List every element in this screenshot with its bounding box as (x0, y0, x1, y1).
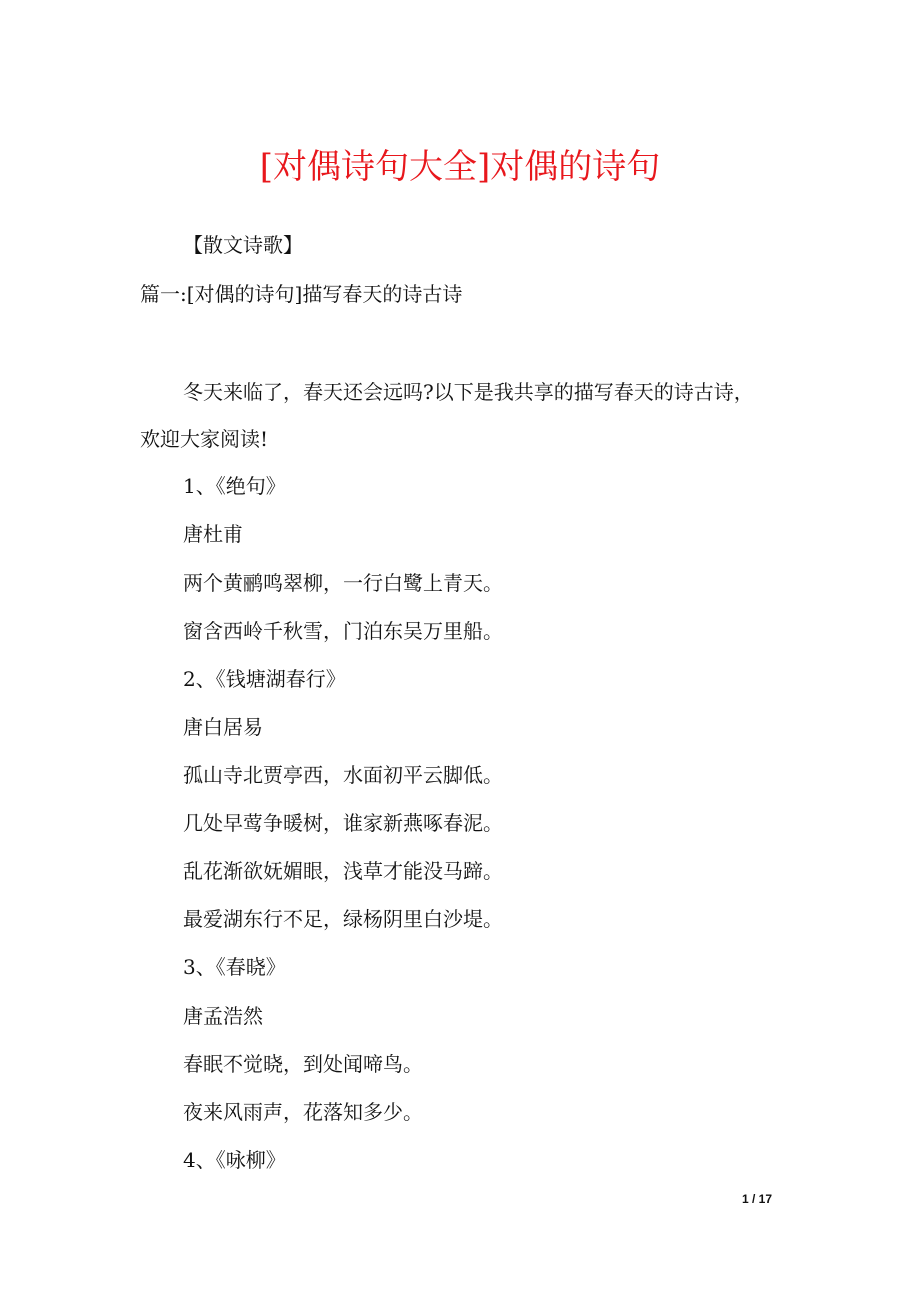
poem-author: 唐孟浩然 (183, 1004, 263, 1028)
category-label: 【散文诗歌】 (183, 233, 303, 257)
poem-line: 几处早莺争暖树，谁家新燕啄春泥。 (183, 811, 503, 835)
intro-paragraph-line-1: 冬天来临了，春天还会远吗?以下是我共享的描写春天的诗古诗， (183, 380, 754, 404)
poem-line: 孤山寺北贾亭西，水面初平云脚低。 (183, 763, 503, 787)
poem-heading: 3、《春晓》 (183, 955, 286, 979)
poem-heading: 2、《钱塘湖春行》 (183, 667, 346, 691)
section-title: 篇一:[对偶的诗句]描写春天的诗古诗 (140, 282, 463, 306)
poem-line: 乱花渐欲妩媚眼，浅草才能没马蹄。 (183, 859, 503, 883)
poem-line: 窗含西岭千秋雪，门泊东吴万里船。 (183, 619, 503, 643)
poem-line: 最爱湖东行不足，绿杨阴里白沙堤。 (183, 907, 503, 931)
poem-heading: 4、《咏柳》 (183, 1148, 286, 1172)
poem-line: 两个黄鹂鸣翠柳，一行白鹭上青天。 (183, 571, 503, 595)
poem-author: 唐杜甫 (183, 522, 243, 546)
poem-author: 唐白居易 (183, 715, 263, 739)
document-title: [对偶诗句大全]对偶的诗句 (259, 147, 661, 187)
poem-line: 春眠不觉晓，到处闻啼鸟。 (183, 1052, 423, 1076)
intro-paragraph-line-2: 欢迎大家阅读! (140, 427, 269, 451)
poem-line: 夜来风雨声，花落知多少。 (183, 1100, 423, 1124)
poem-heading: 1、《绝句》 (183, 474, 286, 498)
page-number: 1 / 17 (742, 1192, 773, 1206)
